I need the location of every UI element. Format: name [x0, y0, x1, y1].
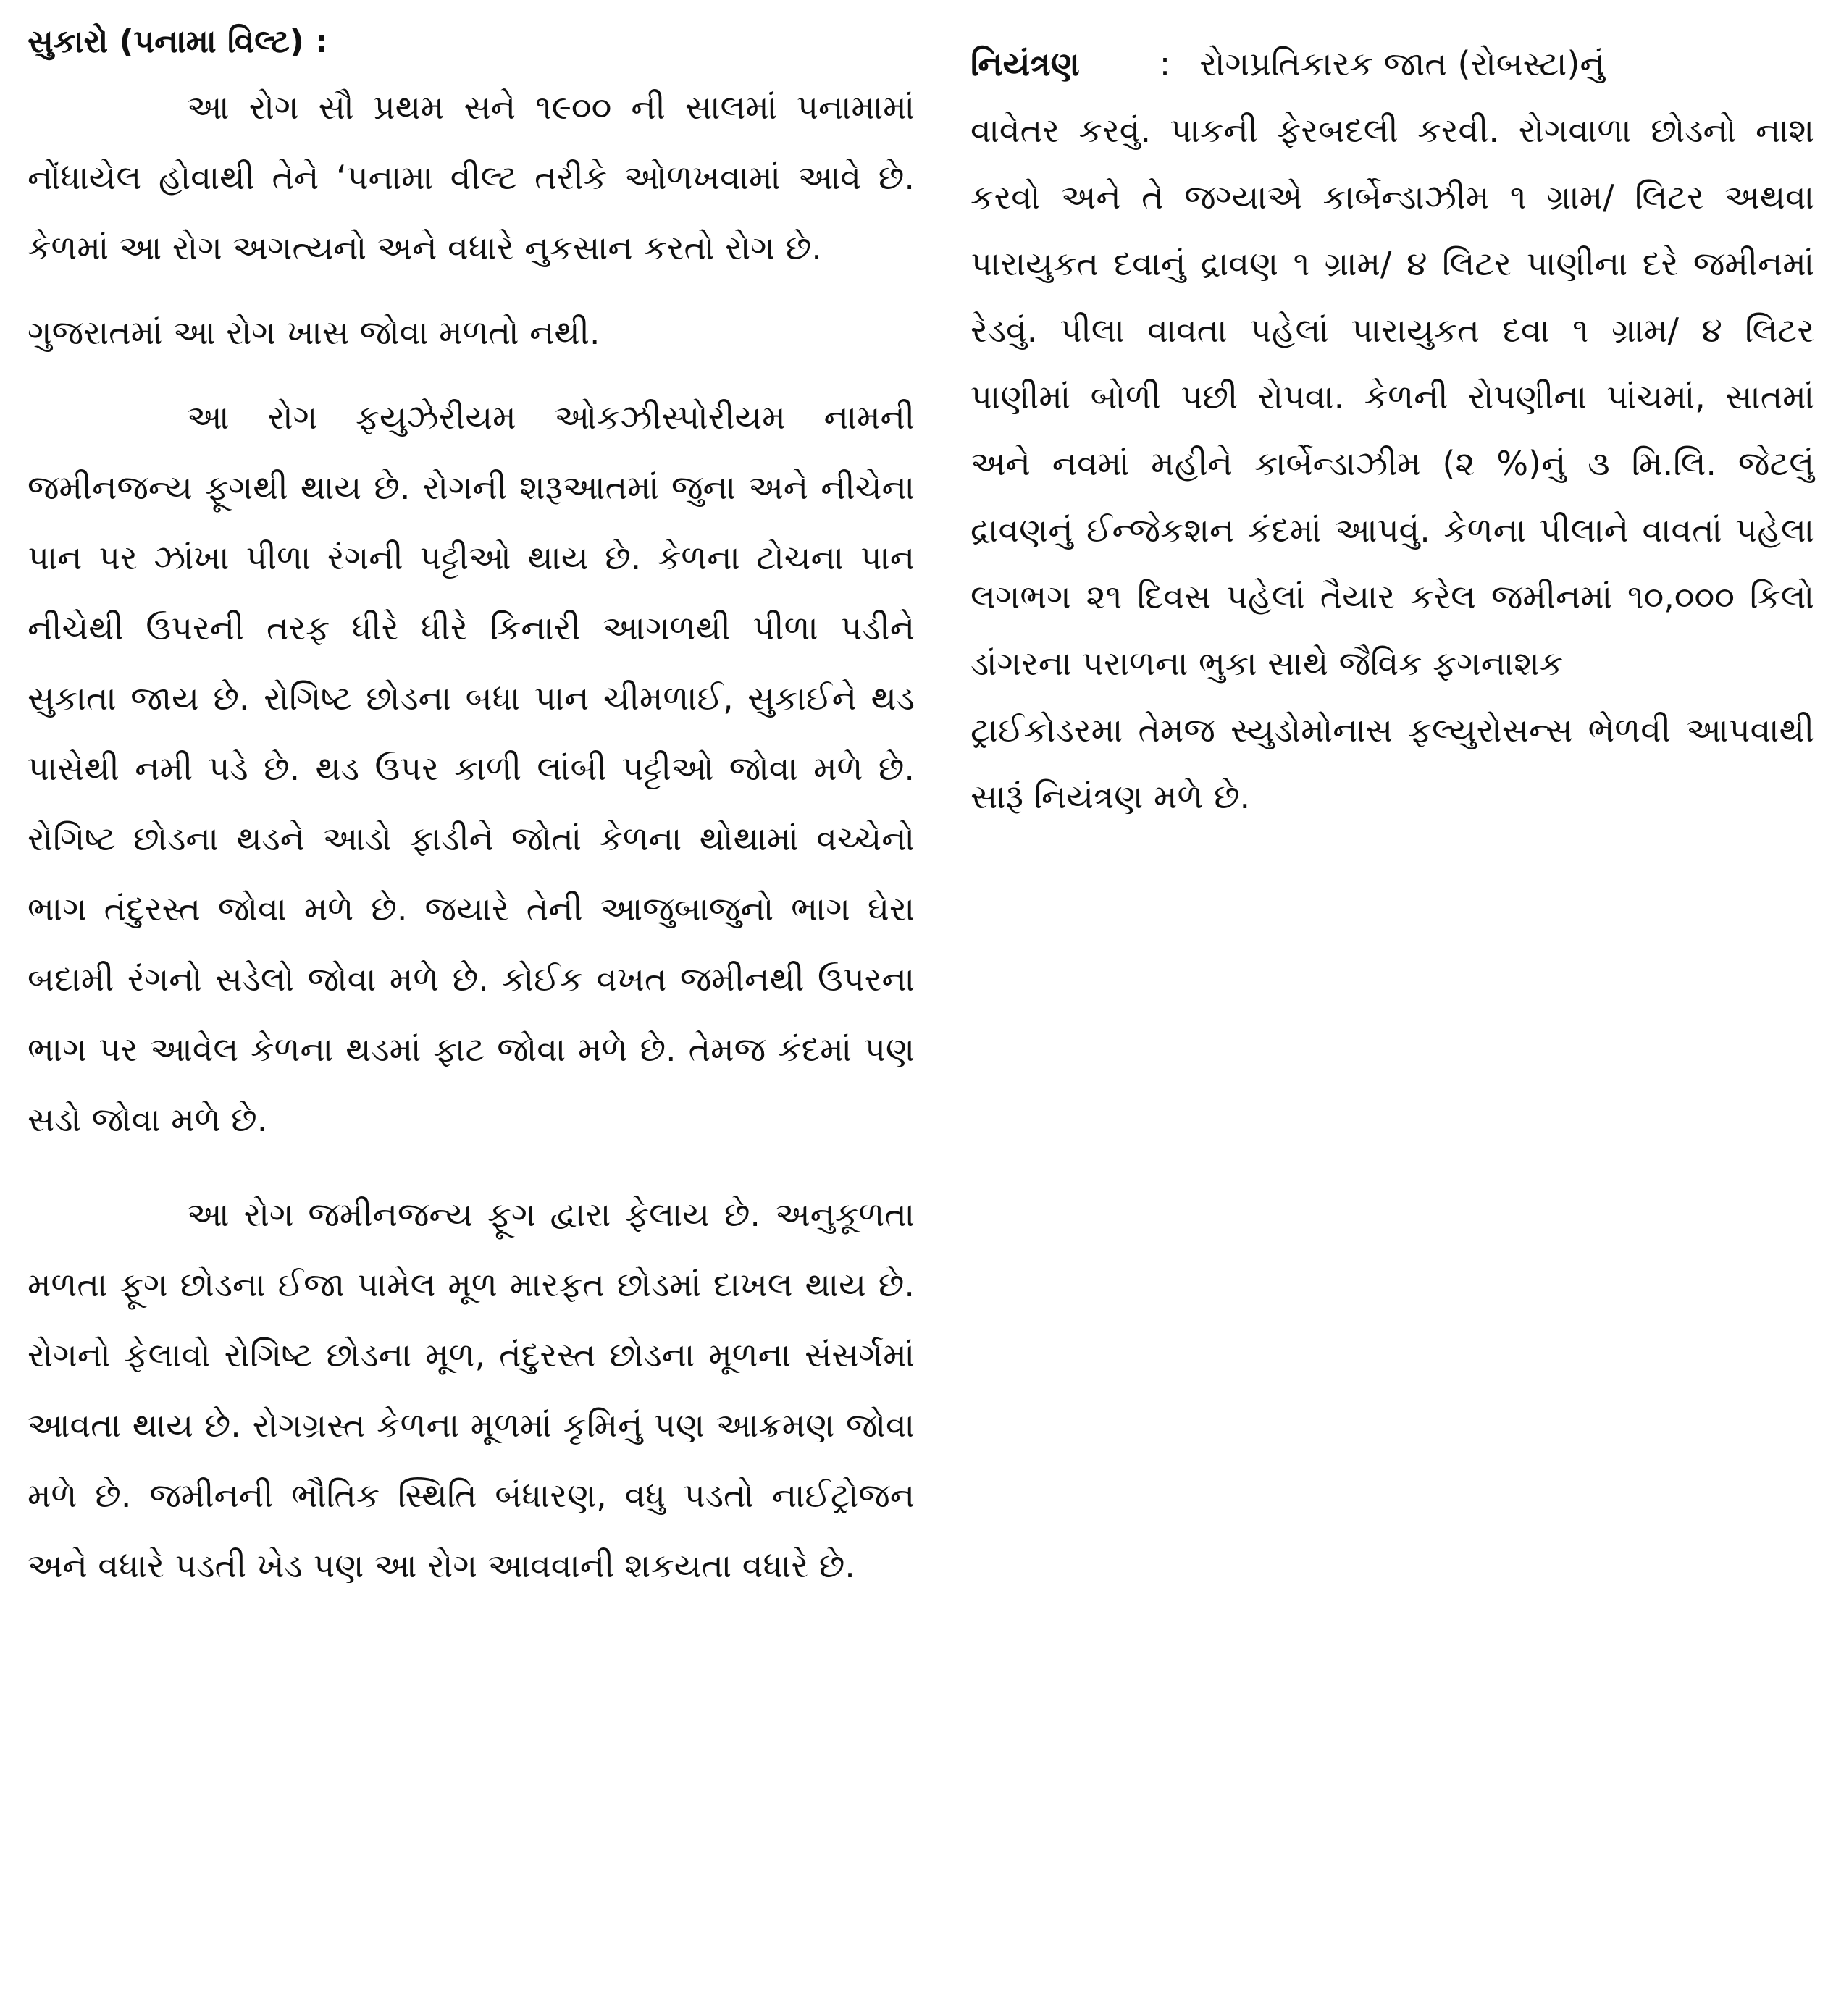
paragraph-gujarat-text: ગુજરાતમાં આ રોગ ખાસ જોવા મળતો નથી. — [28, 313, 600, 352]
paragraph-history — [28, 72, 915, 283]
paragraph-gujarat — [28, 298, 915, 368]
paragraph-spread — [28, 1180, 915, 1601]
paragraph-control-measures: વાવેતર કરવું. પાકની ફેરબદલી કરવી. રોગવાળા છોડનો નાશ કરવો અને તે જગ્યાએ કાર્બેન્ડાઝીમ ૧ ગ્રામ/ લિટર અથવા પારાયુકત દવાનું દ્રાવણ ૧ ગ્રામ/ ૪ લિટર પાણીના દરે જમીનમાં રેડવું. પીલા વાવતા પહેલાં પારાયુકત દવા ૧ ગ્રામ/ ૪ લિટર પાણીમાં બોળી પછી રોપવા. કેળની રોપણીના પાંચમાં, સાતમાં અને નવમાં મહીને કાર્બેન્ડાઝીમ (૨ %)નું ૩ મિ.લિ. જેટલું દ્રાવણનું ઈન્જેકશન કંદમાં આપવું. કેળના પીલાને વાવતાં પહેલા લગભગ ૨૧ દિવસ પહેલાં તૈયાર કરેલ જમીનમાં ૧૦,૦૦૦ કિલો ડાંગરના પરાળના ભુકા સાથે જૈવિક ફગનાશક — [970, 111, 1814, 683]
paragraph-symptoms — [28, 382, 915, 1155]
paragraph-control-biological: ટ્રાઈકોડરમા તેમજ સ્યુડોમોનાસ ફલ્યુરોસન્સ ભેળવી આપવાથી સારૂં નિયંત્રણ મળે છે. — [970, 710, 1814, 816]
section-heading-control: નિયંત્રણ — [970, 44, 1080, 83]
section-heading-panama-wilt: સુકારો (પનામા વિલ્ટ) : — [28, 23, 328, 60]
paragraph-spread-text: આ રોગ જમીનજન્ય ફૂગ દ્વારા ફેલાય છે. અનુકૂળતા મળતા ફૂગ છોડના ઈજા પામેલ મૂળ મારફત છોડમાં દાખલ થાય છે. રોગનો ફેલાવો રોગિષ્ટ છોડના મૂળ, તંદુરસ્ત છોડના મૂળના સંસર્ગમાં આવતા થાય છે. રોગગ્રસ્ત કેળના મૂળમાં કૃમિનું પણ આક્રમણ જોવા મળે છે. જમીનની ભૌતિક સ્થિતિ બંધારણ, વધુ પડતો નાઈટ્રોજન અને વધારે પડતી ખેડ પણ આ રોગ આવવાની શકયતા વધારે છે. — [28, 1195, 915, 1585]
heading-colon: : — [1159, 44, 1171, 83]
left-column — [28, 0, 915, 1601]
control-first-line-text: રોગપ્રતિકારક જાત (રોબસ્ટા)નું — [1199, 44, 1605, 83]
right-column — [970, 0, 1814, 830]
control-first-line — [970, 30, 1814, 97]
paragraph-history-text: આ રોગ સૌ પ્રથમ સને ૧૯૦૦ ની સાલમાં પનામામાં નોંધાયેલ હોવાથી તેને ‘પનામા વીલ્ટ તરીકે ઓળખવામાં આવે છે. કેળમાં આ રોગ અગત્યનો અને વધારે નુકસાન કરતો રોગ છે. — [28, 88, 915, 267]
paragraph-symptoms-text: આ રોગ ફયુઝેરીયમ ઓકઝીસ્પોરીયમ નામની જમીનજન્ય ફૂગથી થાય છે. રોગની શરૂઆતમાં જુના અને નીચેના પાન પર ઝાંખા પીળા રંગની પટ્ટીઓ થાય છે. કેળના ટોચના પાન નીચેથી ઉપરની તરફ ધીરે ધીરે કિનારી આગળથી પીળા પડીને સુકાતા જાય છે. રોગિષ્ટ છોડના બધા પાન ચીમળાઈ, સુકાઈને થડ પાસેથી નમી પડે છે. થડ ઉપર કાળી લાંબી પટ્ટીઓ જોવા મળે છે. રોગિષ્ટ છોડના થડને આડો ફાડીને જોતાં કેળના થોથામાં વચ્ચેનો ભાગ તંદુરસ્ત જોવા મળે છે. જયારે તેની આજુબાજુનો ભાગ ઘેરા બદામી રંગનો સડેલો જોવા મળે છે. કોઈક વખત જમીનથી ઉપરના ભાગ પર આવેલ કેળના થડમાં ફાટ જોવા મળે છે. તેમજ કંદમાં પણ સડો જોવા મળે છે. — [28, 398, 915, 1139]
